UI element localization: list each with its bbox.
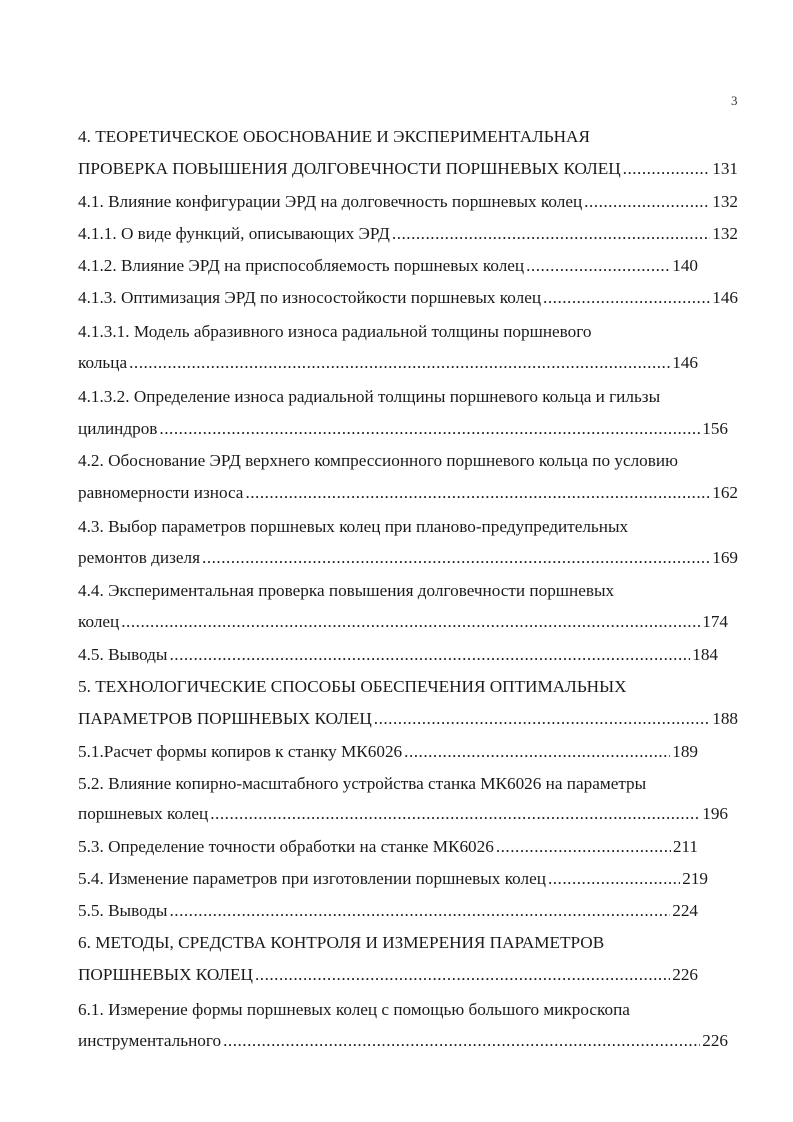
toc-entry-text: 6.1. Измерение формы поршневых колец с помощью большого микроскопа xyxy=(78,1000,630,1019)
toc-page-number: 188 xyxy=(712,709,738,728)
toc-page-number: 146 xyxy=(672,353,698,372)
toc-entry-text: колец xyxy=(78,612,120,631)
toc-entry-text: 4.1.2. Влияние ЭРД на приспособляемость поршневых колец xyxy=(78,256,525,275)
dot-leader xyxy=(159,418,700,440)
toc-line xyxy=(78,708,738,730)
toc-line xyxy=(78,386,738,408)
toc-entry-text: 4.5. Выводы xyxy=(78,645,168,664)
toc-page-number: 226 xyxy=(702,1031,728,1050)
toc-page-number: 174 xyxy=(702,612,728,631)
dot-leader xyxy=(623,158,711,180)
dot-leader xyxy=(404,741,670,763)
toc-page-number: 226 xyxy=(672,965,698,984)
toc-line xyxy=(78,352,698,374)
toc-line xyxy=(78,999,738,1021)
toc-line xyxy=(78,158,738,180)
toc-page-number: 169 xyxy=(712,548,738,567)
toc-entry-text: 4.1.1. О виде функций, описывающих ЭРД xyxy=(78,224,390,243)
toc-entry-text: 6. МЕТОДЫ, СРЕДСТВА КОНТРОЛЯ И ИЗМЕРЕНИЯ ПАРАМЕТРОВ xyxy=(78,933,605,952)
dot-leader xyxy=(169,644,690,666)
toc-line xyxy=(78,932,738,954)
dot-leader xyxy=(255,964,670,986)
dot-leader xyxy=(202,547,710,569)
toc-page-number: 196 xyxy=(702,804,728,823)
toc-line xyxy=(78,868,708,890)
dot-leader xyxy=(548,868,680,890)
toc-page-number: 162 xyxy=(712,483,738,502)
toc-line xyxy=(78,803,728,825)
toc-entry-text: 5.5. Выводы xyxy=(78,901,168,920)
toc-page-number: 132 xyxy=(712,224,738,243)
toc-line xyxy=(78,450,738,472)
toc-entry-text: кольца xyxy=(78,353,128,372)
toc-line xyxy=(78,547,738,569)
toc-page-number: 156 xyxy=(702,419,728,438)
toc-entry-text: равномерности износа xyxy=(78,483,244,502)
dot-leader xyxy=(129,352,670,374)
toc-entry-text: ремонтов дизеля xyxy=(78,548,201,567)
toc-page-number: 211 xyxy=(672,837,698,856)
toc-line xyxy=(78,836,698,858)
toc-entry-text: 4.1. Влияние конфигурации ЭРД на долговечность поршневых колец xyxy=(78,192,583,211)
toc-line xyxy=(78,126,738,148)
dot-leader xyxy=(245,482,710,504)
toc-entry-text: инструментального xyxy=(78,1031,222,1050)
dot-leader xyxy=(392,223,710,245)
toc-entry-text: 5.4. Изменение параметров при изготовлении поршневых колец xyxy=(78,869,546,888)
toc-entry-text: 5.2. Влияние копирно-масштабного устройства станка МК6026 на параметры xyxy=(78,774,647,793)
toc-line xyxy=(78,580,738,602)
toc-entry-text: 5.3. Определение точности обработки на станке МК6026 xyxy=(78,837,494,856)
toc-line xyxy=(78,516,738,538)
toc-line xyxy=(78,611,728,633)
dot-leader xyxy=(584,191,710,213)
toc-entry-text: 5. ТЕХНОЛОГИЧЕСКИЕ СПОСОБЫ ОБЕСПЕЧЕНИЯ ОПТИМАЛЬНЫХ xyxy=(78,677,627,696)
toc-line xyxy=(78,191,738,213)
toc-entry-text: ПАРАМЕТРОВ ПОРШНЕВЫХ КОЛЕЦ xyxy=(78,709,372,728)
toc-entry-text: 4.1.3. Оптимизация ЭРД по износостойкости поршневых колец xyxy=(78,288,542,307)
toc-entry-text: 4.1.3.2. Определение износа радиальной толщины поршневого кольца и гильзы xyxy=(78,387,661,406)
dot-leader xyxy=(210,803,700,825)
toc-entry-text: 5.1.Расчет формы копиров к станку МК6026 xyxy=(78,742,403,761)
toc-page-number: 224 xyxy=(672,901,698,920)
toc-page-number: 219 xyxy=(682,869,708,888)
toc-line xyxy=(78,900,698,922)
toc-entry-text: цилиндров xyxy=(78,419,158,438)
dot-leader xyxy=(543,287,710,309)
toc-entry-text: ПРОВЕРКА ПОВЫШЕНИЯ ДОЛГОВЕЧНОСТИ ПОРШНЕВЫХ КОЛЕЦ xyxy=(78,159,621,178)
dot-leader xyxy=(526,255,670,277)
toc-entry-text: ПОРШНЕВЫХ КОЛЕЦ xyxy=(78,965,253,984)
toc-line xyxy=(78,1030,728,1052)
toc-line xyxy=(78,676,738,698)
toc-line xyxy=(78,482,738,504)
toc-line xyxy=(78,321,738,343)
toc-entry-text: 4. ТЕОРЕТИЧЕСКОЕ ОБОСНОВАНИЕ И ЭКСПЕРИМЕНТАЛЬНАЯ xyxy=(78,127,590,146)
toc-entry-text: поршневых колец xyxy=(78,804,209,823)
dot-leader xyxy=(374,708,710,730)
toc-entry-text: 4.1.3.1. Модель абразивного износа радиальной толщины поршневого xyxy=(78,322,592,341)
toc-line xyxy=(78,644,718,666)
toc-line xyxy=(78,223,738,245)
toc-line xyxy=(78,255,698,277)
toc-page-number: 131 xyxy=(712,159,738,178)
toc-page-number: 146 xyxy=(712,288,738,307)
toc-entry-text: 4.4. Экспериментальная проверка повышения долговечности поршневых xyxy=(78,581,615,600)
toc-line xyxy=(78,773,738,795)
dot-leader xyxy=(121,611,700,633)
dot-leader xyxy=(496,836,671,858)
toc-line xyxy=(78,418,728,440)
toc-line xyxy=(78,287,738,309)
toc-page-number: 132 xyxy=(712,192,738,211)
dot-leader xyxy=(223,1030,700,1052)
page-number: 3 xyxy=(731,93,738,108)
toc-line xyxy=(78,964,698,986)
toc-page-number: 189 xyxy=(672,742,698,761)
toc-entry-text: 4.3. Выбор параметров поршневых колец при планово-предупредительных xyxy=(78,517,629,536)
dot-leader xyxy=(169,900,670,922)
toc-entry-text: 4.2. Обоснование ЭРД верхнего компрессионного поршневого кольца по условию xyxy=(78,451,678,470)
toc-page-number: 140 xyxy=(672,256,698,275)
toc-page-number: 184 xyxy=(692,645,718,664)
toc-line xyxy=(78,741,698,763)
